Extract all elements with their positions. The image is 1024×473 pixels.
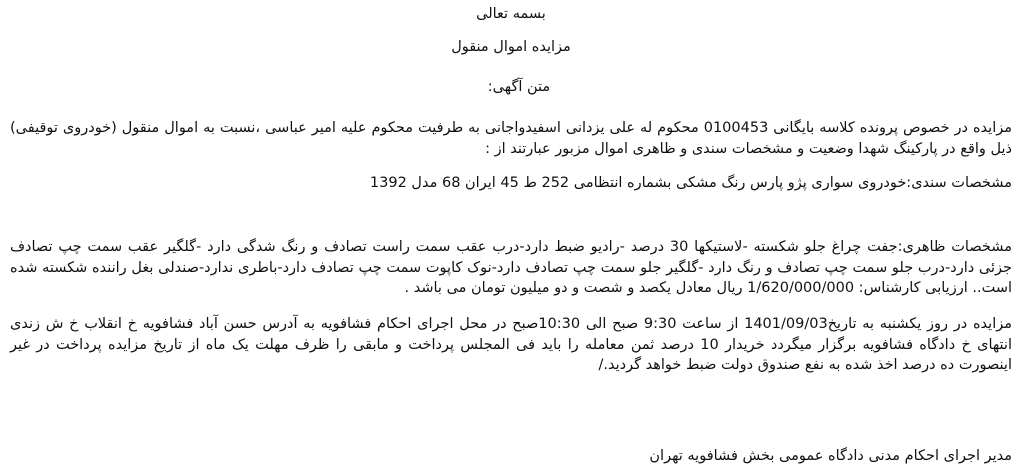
notice-text-label: متن آگهی: <box>487 79 551 95</box>
notice-document <box>0 4 1024 473</box>
intro-paragraph: مزایده در خصوص پرونده کلاسه بایگانی 0100453 محکوم له علی یزدانی اسفیدواجانی به طرفیت محکوم علیه امیر عباسی ،نسبت به اموال منقول (خودروی توقیفی) ذیل واقع در پارکینگ شهدا وضعیت و مشخصات سندی و ظاهری اموال مزبور عبارتند از : <box>10 120 1012 157</box>
auction-details-paragraph: مزایده در روز یکشنبه به تاریخ1401/09/03 از ساعت 9:30 صبح الی 10:30صبح در محل اجرای احکام فشافویه به آدرس حسن آباد فشافویه خ انقلاب خ ش زندی انتهای خ دادگاه فشافویه برگزار میگردد خریدار 10 درصد ثمن معامله را باید فی المجلس پرداخت و مابقی را ظرف مهلت یک ماه از تاریخ مزایده پرداخت در غیر اینصورت ده درصد اخذ شده به نفع صندوق دولت ضبط خواهد گردید./ <box>10 316 1012 373</box>
page-title: مزایده اموال منقول <box>451 39 571 55</box>
registration-specs-paragraph: مشخصات سندی:خودروی سواری پژو پارس رنگ مشکی بشماره انتظامی 252 ط 45 ایران 68 مدل 1392 <box>369 175 1012 191</box>
bismillah-heading: بسمه تعالی <box>476 6 546 22</box>
footer-signature: مدیر اجرای احکام مدنی دادگاه عمومی بخش فشافویه تهران <box>649 448 1012 464</box>
appearance-specs-paragraph: مشخصات ظاهری:جفت چراغ جلو شکسته -لاستیکها 30 درصد -رادیو ضبط دارد-درب عقب سمت راست تصادف و رنگ شدگی دارد -گلگیر عقب سمت چپ تصادف جزئی دارد-درب جلو سمت چپ تصادف و رنگ دارد -گلگیر جلو سمت چپ تصادف دارد-نوک کاپوت سمت چپ تصادف دارد-باطری ندارد-صندلی بغل راننده شکسته شده است.. ارزیابی کارشناس: 1/620/000/000 ریال معادل یکصد و شصت و دو میلیون تومان می باشد . <box>10 239 1012 296</box>
